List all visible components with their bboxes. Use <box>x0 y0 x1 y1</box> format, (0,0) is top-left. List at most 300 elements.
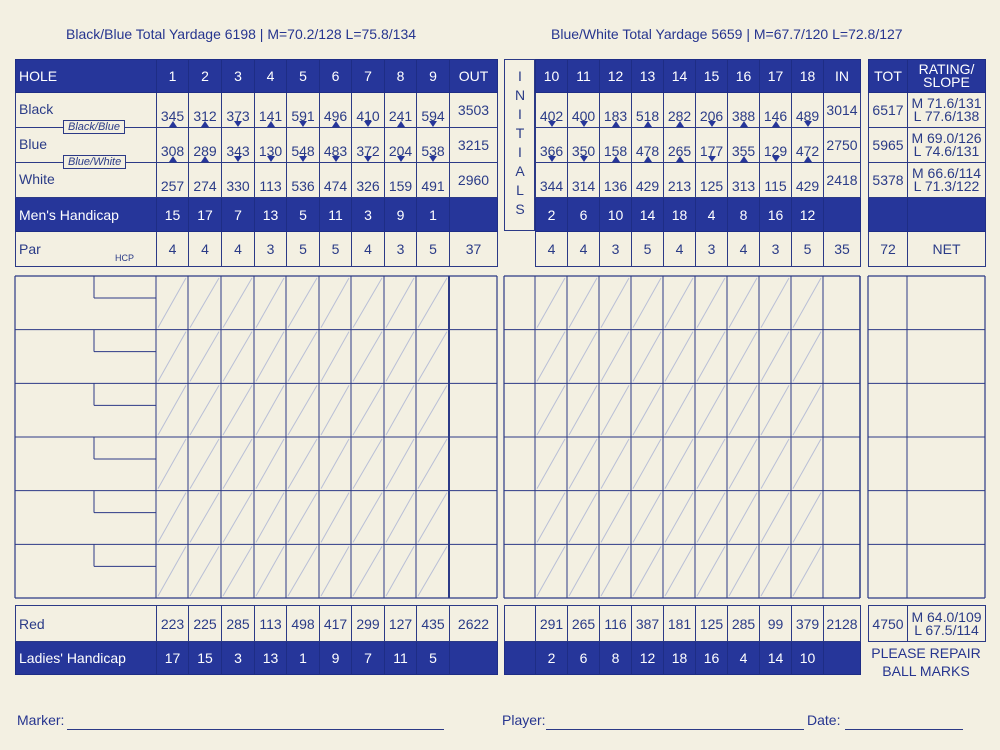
score-cell-diagonal <box>190 546 219 596</box>
ladies-handicap-value: 10 <box>792 642 824 675</box>
par-out-total: 37 <box>450 232 498 267</box>
par-value: 4 <box>664 232 696 267</box>
par-total: 72 <box>869 232 908 267</box>
score-cell-diagonal <box>158 385 186 435</box>
back-ladies-handicap-row <box>505 642 861 675</box>
par-value: 4 <box>352 232 385 267</box>
red-yardage: 116 <box>600 606 632 642</box>
ladies-handicap-value: 15 <box>189 642 222 675</box>
score-cell-diagonal <box>601 439 629 489</box>
blue-out-total: 3215 <box>450 128 498 163</box>
white-yardage: 536 <box>287 163 320 198</box>
score-cell-diagonal <box>569 439 597 489</box>
score-cell-diagonal <box>761 439 789 489</box>
ladies-handicap-value: 13 <box>255 642 287 675</box>
par-value: 5 <box>632 232 664 267</box>
mens-handicap-value: 6 <box>568 198 600 232</box>
score-cell-diagonal <box>729 493 757 543</box>
black-yardage: 373 <box>222 93 255 128</box>
score-cell-diagonal <box>697 278 725 328</box>
score-cell-diagonal <box>761 332 789 382</box>
red-yardage: 113 <box>255 606 287 642</box>
score-cell-diagonal <box>537 385 565 435</box>
tot-label: TOT <box>869 60 908 93</box>
blue-yardage: 538 <box>417 128 450 163</box>
white-yardage: 257 <box>157 163 189 198</box>
mens-handicap-value: 16 <box>760 198 792 232</box>
white-yardage: 491 <box>417 163 450 198</box>
red-yardage: 379 <box>792 606 824 642</box>
score-cell-diagonal <box>601 278 629 328</box>
score-cell-diagonal <box>793 332 821 382</box>
hole-number: 5 <box>287 60 320 93</box>
score-cell-diagonal <box>633 546 661 596</box>
white-yardage: 113 <box>255 163 287 198</box>
score-cell-diagonal <box>321 439 349 489</box>
hole-number: 9 <box>417 60 450 93</box>
mens-handicap-value: 10 <box>600 198 632 232</box>
score-cell-diagonal <box>537 493 565 543</box>
mens-handicap-value: 5 <box>287 198 320 232</box>
rating-slope-label: RATING/ SLOPE <box>908 60 986 93</box>
score-cell-diagonal <box>569 278 597 328</box>
blue-yardage: 350 <box>568 128 600 163</box>
score-cell-diagonal <box>793 385 821 435</box>
black-tee-label: Black <box>16 93 157 128</box>
white-yardage: 125 <box>696 163 728 198</box>
ladies-handicap-value: 12 <box>632 642 664 675</box>
score-cell-diagonal <box>418 493 447 543</box>
score-cell-diagonal <box>665 278 693 328</box>
mens-handicap-value: 13 <box>255 198 287 232</box>
par-text: Par <box>19 241 41 257</box>
back-bottom-table <box>504 605 861 675</box>
black-blue-yardage-header: Black/Blue Total Yardage 6198 | M=70.2/128 L=75.8/134 <box>66 26 417 42</box>
score-cell-diagonal <box>386 385 414 435</box>
ladies-handicap-value: 5 <box>417 642 450 675</box>
score-cell-diagonal <box>761 546 789 596</box>
hole-number: 18 <box>792 60 824 93</box>
black-yardage: 241 <box>385 93 417 128</box>
ladies-handicap-row <box>16 642 498 675</box>
black-in-total: 3014 <box>824 93 861 128</box>
score-cell-diagonal <box>321 278 349 328</box>
par-value: 5 <box>417 232 450 267</box>
score-cell-diagonal <box>418 439 447 489</box>
score-cell-diagonal <box>729 332 757 382</box>
hole-number: 8 <box>385 60 417 93</box>
score-cell-diagonal <box>256 493 284 543</box>
black-yardage: 141 <box>255 93 287 128</box>
initials-blank <box>505 606 536 642</box>
score-cell-diagonal <box>633 493 661 543</box>
score-cell-diagonal <box>601 332 629 382</box>
mens-handicap-value: 14 <box>632 198 664 232</box>
red-yardage: 181 <box>664 606 696 642</box>
mens-handicap-value: 3 <box>352 198 385 232</box>
initials-letter: L <box>516 182 524 198</box>
initials-letter: I <box>518 68 522 84</box>
red-yardage: 435 <box>417 606 450 642</box>
score-cell-diagonal <box>418 385 447 435</box>
black-blue-combo-label: Black/Blue <box>63 120 125 134</box>
score-cell-diagonal <box>353 278 382 328</box>
score-cell-diagonal <box>256 332 284 382</box>
score-cell-diagonal <box>223 332 252 382</box>
score-cell-diagonal <box>729 385 757 435</box>
hole-number: 13 <box>632 60 664 93</box>
black-yardage: 591 <box>287 93 320 128</box>
back-red-row <box>505 606 861 642</box>
white-out-total: 2960 <box>450 163 498 198</box>
blue-tee-label: Blue <box>16 128 157 163</box>
out-label: OUT <box>450 60 498 93</box>
white-yardage: 136 <box>600 163 632 198</box>
score-cell-diagonal <box>569 493 597 543</box>
blue-rating: M 69.0/126 L 74.6/131 <box>908 128 986 163</box>
blue-yardage: 308 <box>157 128 189 163</box>
blue-yardage: 343 <box>222 128 255 163</box>
score-cell-diagonal <box>697 493 725 543</box>
score-cell-diagonal <box>569 332 597 382</box>
ladies-handicap-value: 17 <box>157 642 189 675</box>
player-label: Player: <box>502 712 546 728</box>
black-yardage: 489 <box>792 93 824 128</box>
par-value: 4 <box>568 232 600 267</box>
white-yardage: 274 <box>189 163 222 198</box>
white-yardage: 115 <box>760 163 792 198</box>
blue-yardage: 129 <box>760 128 792 163</box>
score-cell-diagonal <box>569 546 597 596</box>
score-cell-diagonal <box>256 439 284 489</box>
score-cell-diagonal <box>321 546 349 596</box>
score-cell-diagonal <box>223 493 252 543</box>
score-cell-diagonal <box>601 493 629 543</box>
initials-letter: I <box>518 106 522 122</box>
ladies-handicap-value: 18 <box>664 642 696 675</box>
ladies-handicap-value: 4 <box>728 642 760 675</box>
score-cell-diagonal <box>537 332 565 382</box>
score-cell-diagonal <box>665 385 693 435</box>
score-cell-diagonal <box>537 278 565 328</box>
mens-handicap-value: 17 <box>189 198 222 232</box>
hole-number: 10 <box>536 60 568 93</box>
white-yardage: 429 <box>792 163 824 198</box>
white-yardage: 159 <box>385 163 417 198</box>
score-cell-diagonal <box>158 278 186 328</box>
red-yardage: 265 <box>568 606 600 642</box>
par-value: 3 <box>600 232 632 267</box>
score-cell-diagonal <box>353 385 382 435</box>
score-cell-diagonal <box>633 439 661 489</box>
score-cell-diagonal <box>665 332 693 382</box>
blue-yardage: 355 <box>728 128 760 163</box>
score-cell-diagonal <box>256 546 284 596</box>
blue-white-combo-label: Blue/White <box>63 155 126 169</box>
hcp-label: HCP <box>114 253 134 263</box>
score-cell-diagonal <box>288 332 317 382</box>
red-in-total: 2128 <box>824 606 861 642</box>
white-yardage: 313 <box>728 163 760 198</box>
white-in-total: 2418 <box>824 163 861 198</box>
par-value: 4 <box>728 232 760 267</box>
score-cell-diagonal <box>386 332 414 382</box>
ladies-handicap-value: 8 <box>600 642 632 675</box>
score-cell-diagonal <box>223 385 252 435</box>
score-cell-diagonal <box>190 385 219 435</box>
ladies-handicap-value: 2 <box>536 642 568 675</box>
hole-number: 1 <box>157 60 189 93</box>
score-cell-diagonal <box>761 493 789 543</box>
blue-yardage: 177 <box>696 128 728 163</box>
score-cell-diagonal <box>793 493 821 543</box>
score-cell-diagonal <box>633 278 661 328</box>
hole-number: 11 <box>568 60 600 93</box>
score-cell-diagonal <box>665 546 693 596</box>
hole-number: 12 <box>600 60 632 93</box>
par-value: 4 <box>157 232 189 267</box>
black-out-total: 3503 <box>450 93 498 128</box>
score-cell-diagonal <box>158 493 186 543</box>
red-yardage: 498 <box>287 606 320 642</box>
red-total: 4750 <box>869 606 908 642</box>
par-value: 4 <box>189 232 222 267</box>
hole-number: 6 <box>320 60 352 93</box>
red-tee-row <box>16 606 498 642</box>
score-cell-diagonal <box>190 278 219 328</box>
score-cell-diagonal <box>386 493 414 543</box>
score-cell-diagonal <box>288 385 317 435</box>
score-cell-diagonal <box>256 385 284 435</box>
ladies-handicap-value: 6 <box>568 642 600 675</box>
ladies-handicap-value: 7 <box>352 642 385 675</box>
black-yardage: 400 <box>568 93 600 128</box>
repair-ball-marks-notice: PLEASE REPAIR BALL MARKS <box>871 645 981 679</box>
in-label: IN <box>824 60 861 93</box>
score-cell-diagonal <box>353 439 382 489</box>
par-value: 4 <box>536 232 568 267</box>
score-cell-diagonal <box>633 385 661 435</box>
score-cell-diagonal <box>288 439 317 489</box>
hole-number: 7 <box>352 60 385 93</box>
score-cell-diagonal <box>190 332 219 382</box>
black-yardage: 345 <box>157 93 189 128</box>
score-cell-diagonal <box>729 546 757 596</box>
date-line[interactable] <box>845 729 963 730</box>
score-cell-diagonal <box>665 493 693 543</box>
white-yardage: 344 <box>536 163 568 198</box>
score-cell-diagonal <box>761 385 789 435</box>
score-cell-diagonal <box>223 546 252 596</box>
score-cell-diagonal <box>256 278 284 328</box>
score-cell-diagonal <box>158 439 186 489</box>
red-tee-label: Red <box>16 606 157 642</box>
hole-number: 4 <box>255 60 287 93</box>
red-totals-table <box>868 605 986 642</box>
score-cell-diagonal <box>793 546 821 596</box>
white-yardage: 474 <box>320 163 352 198</box>
black-yardage: 282 <box>664 93 696 128</box>
blue-yardage: 372 <box>352 128 385 163</box>
score-cell-diagonal <box>386 278 414 328</box>
blue-yardage: 483 <box>320 128 352 163</box>
score-cell-diagonal <box>697 546 725 596</box>
black-yardage: 518 <box>632 93 664 128</box>
black-yardage: 183 <box>600 93 632 128</box>
white-rating: M 66.6/114 L 71.3/122 <box>908 163 986 198</box>
score-cell-diagonal <box>386 439 414 489</box>
mens-handicap-value: 8 <box>728 198 760 232</box>
hole-label: HOLE <box>16 60 157 93</box>
red-yardage: 125 <box>696 606 728 642</box>
black-yardage: 312 <box>189 93 222 128</box>
par-value: 5 <box>320 232 352 267</box>
red-yardage: 417 <box>320 606 352 642</box>
score-cell-diagonal <box>418 546 447 596</box>
initials-letter: N <box>514 87 526 103</box>
ladies-handicap-value: 16 <box>696 642 728 675</box>
marker-signature-line[interactable] <box>67 729 444 730</box>
player-signature-line[interactable] <box>546 729 804 730</box>
white-total: 5378 <box>869 163 908 198</box>
score-cell-diagonal <box>321 385 349 435</box>
ladies-handicap-value: 11 <box>385 642 417 675</box>
score-cell-diagonal <box>793 439 821 489</box>
ladies-handicap-out-blank <box>450 642 498 675</box>
par-value: 4 <box>222 232 255 267</box>
black-yardage: 410 <box>352 93 385 128</box>
hole-number: 3 <box>222 60 255 93</box>
blue-yardage: 289 <box>189 128 222 163</box>
hole-number: 16 <box>728 60 760 93</box>
score-cell-diagonal <box>569 385 597 435</box>
score-cell-diagonal <box>761 278 789 328</box>
red-yardage: 99 <box>760 606 792 642</box>
white-yardage: 330 <box>222 163 255 198</box>
white-yardage: 314 <box>568 163 600 198</box>
mens-handicap-value: 12 <box>792 198 824 232</box>
score-cell-diagonal <box>729 439 757 489</box>
score-cell-diagonal <box>729 278 757 328</box>
score-cell-diagonal <box>537 439 565 489</box>
black-yardage: 496 <box>320 93 352 128</box>
score-cell-diagonal <box>288 278 317 328</box>
mens-handicap-value: 1 <box>417 198 450 232</box>
hole-number: 14 <box>664 60 696 93</box>
red-yardage: 291 <box>536 606 568 642</box>
ladies-handicap-label: Ladies' Handicap <box>16 642 157 675</box>
front-bottom-table <box>15 605 498 675</box>
score-cell-diagonal <box>793 278 821 328</box>
score-cell-diagonal <box>190 439 219 489</box>
par-value: 3 <box>385 232 417 267</box>
score-cell-diagonal <box>321 493 349 543</box>
red-yardage: 387 <box>632 606 664 642</box>
black-rating: M 71.6/131 L 77.6/138 <box>908 93 986 128</box>
initials-letter: A <box>515 163 525 179</box>
score-cell-diagonal <box>158 332 186 382</box>
blue-yardage: 265 <box>664 128 696 163</box>
black-total: 6517 <box>869 93 908 128</box>
mens-handicap-value: 9 <box>385 198 417 232</box>
blue-yardage: 204 <box>385 128 417 163</box>
initials-blank <box>505 642 536 675</box>
mens-handicap-value: 4 <box>696 198 728 232</box>
blue-yardage: 130 <box>255 128 287 163</box>
marker-label: Marker: <box>17 712 65 728</box>
par-value: 3 <box>255 232 287 267</box>
score-cell-diagonal <box>321 332 349 382</box>
net-label: NET <box>908 232 986 267</box>
red-yardage: 223 <box>157 606 189 642</box>
initials-letter: T <box>515 125 525 141</box>
blue-yardage: 158 <box>600 128 632 163</box>
white-yardage: 429 <box>632 163 664 198</box>
blue-yardage: 548 <box>287 128 320 163</box>
score-cell-diagonal <box>537 546 565 596</box>
blue-white-yardage-header: Blue/White Total Yardage 5659 | M=67.7/120 L=72.8/127 <box>551 26 903 42</box>
score-cell-diagonal <box>665 439 693 489</box>
par-value: 3 <box>696 232 728 267</box>
par-in-total: 35 <box>824 232 861 267</box>
ladies-handicap-value: 3 <box>222 642 255 675</box>
red-yardage: 285 <box>222 606 255 642</box>
score-cell-diagonal <box>158 546 186 596</box>
ladies-handicap-value: 1 <box>287 642 320 675</box>
score-cell-diagonal <box>601 385 629 435</box>
hole-number: 2 <box>189 60 222 93</box>
ladies-handicap-value: 14 <box>760 642 792 675</box>
score-cell-diagonal <box>288 493 317 543</box>
score-cell-diagonal <box>697 439 725 489</box>
par-value: 3 <box>760 232 792 267</box>
score-cell-diagonal <box>633 332 661 382</box>
blue-yardage: 366 <box>536 128 568 163</box>
score-cell-diagonal <box>190 493 219 543</box>
black-yardage: 402 <box>536 93 568 128</box>
par-value: 5 <box>792 232 824 267</box>
red-yardage: 225 <box>189 606 222 642</box>
black-yardage: 388 <box>728 93 760 128</box>
blue-yardage: 478 <box>632 128 664 163</box>
score-cell-diagonal <box>697 332 725 382</box>
red-yardage: 127 <box>385 606 417 642</box>
hole-number: 17 <box>760 60 792 93</box>
white-yardage: 326 <box>352 163 385 198</box>
red-yardage: 285 <box>728 606 760 642</box>
blue-yardage: 472 <box>792 128 824 163</box>
score-cell-diagonal <box>223 439 252 489</box>
blue-in-total: 2750 <box>824 128 861 163</box>
date-label: Date: <box>807 712 841 728</box>
mens-handicap-value: 15 <box>157 198 189 232</box>
hole-number: 15 <box>696 60 728 93</box>
score-cell-diagonal <box>601 546 629 596</box>
black-yardage: 206 <box>696 93 728 128</box>
score-cell-diagonal <box>697 385 725 435</box>
mens-handicap-value: 2 <box>536 198 568 232</box>
mens-handicap-value: 11 <box>320 198 352 232</box>
mens-handicap-value: 18 <box>664 198 696 232</box>
ladies-handicap-value: 9 <box>320 642 352 675</box>
mens-handicap-label: Men's Handicap <box>16 198 157 232</box>
ladies-handicap-in-blank <box>824 642 861 675</box>
score-cell-diagonal <box>223 278 252 328</box>
red-yardage: 299 <box>352 606 385 642</box>
mens-handicap-value: 7 <box>222 198 255 232</box>
black-yardage: 146 <box>760 93 792 128</box>
score-cell-diagonal <box>386 546 414 596</box>
